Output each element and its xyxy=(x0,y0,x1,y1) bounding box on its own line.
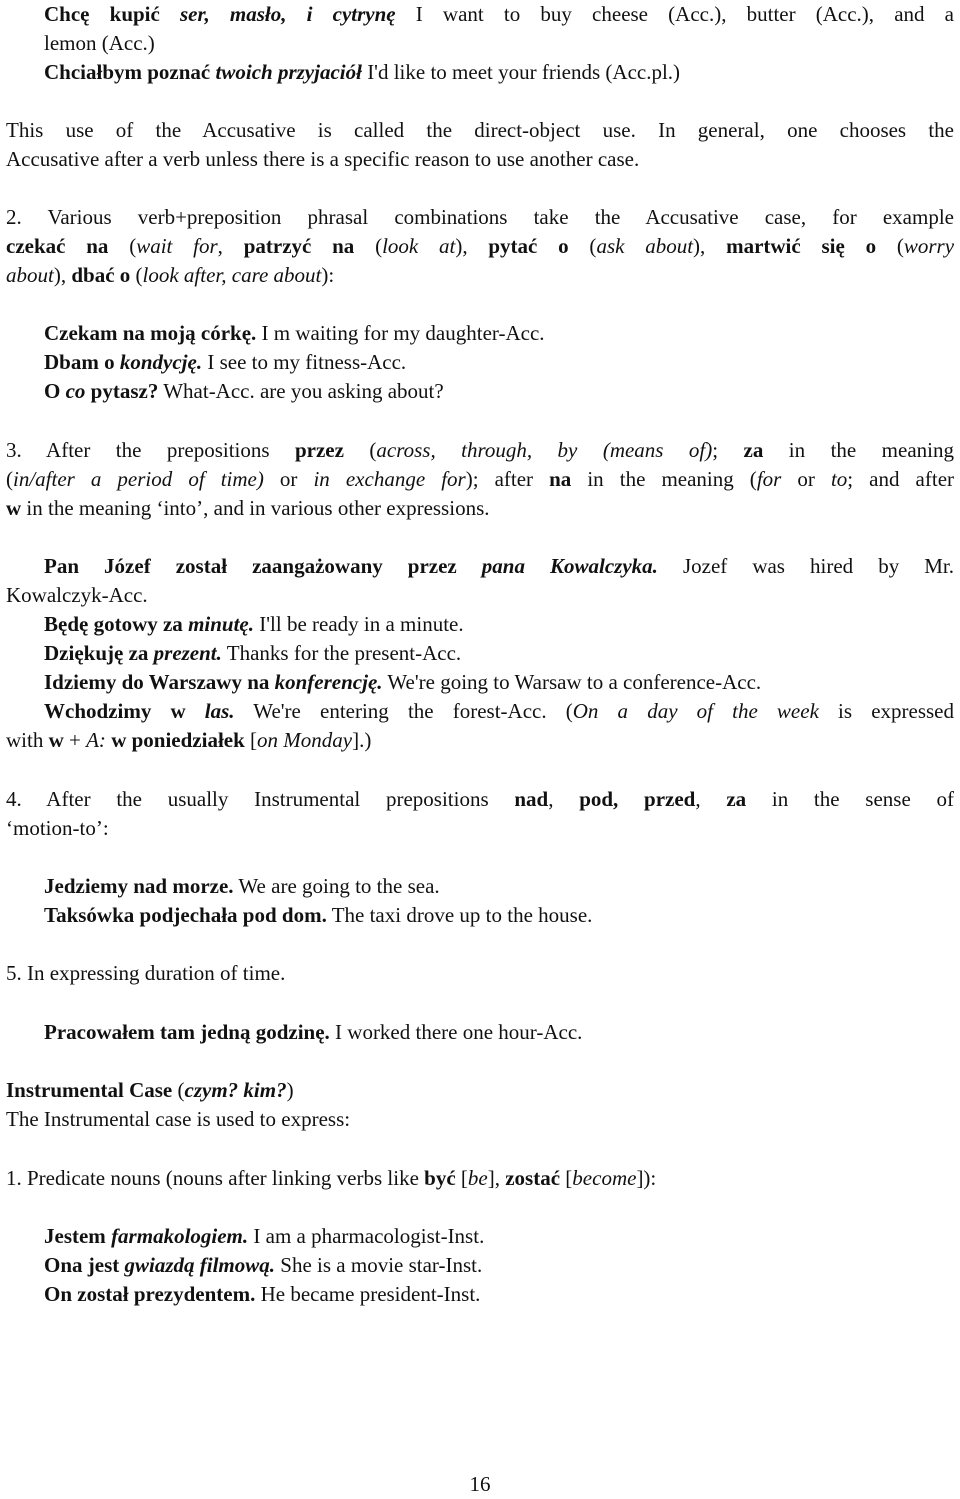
text-segment: Jedziemy nad morze. xyxy=(44,874,234,898)
text-segment: 5. In expressing duration of time. xyxy=(6,961,286,985)
text-segment: [ xyxy=(455,1166,468,1190)
text-segment: on Monday xyxy=(257,728,353,752)
text-segment: gwiazdą filmową. xyxy=(124,1253,276,1277)
text-segment: Pracowałem tam jedną godzinę. xyxy=(44,1020,330,1044)
text-segment: Taksówka podjechała pod dom. xyxy=(44,903,327,927)
text-segment: ( xyxy=(6,467,13,491)
text-segment: The taxi drove up to the house. xyxy=(326,903,593,927)
example-line xyxy=(44,668,954,697)
text-segment: Pan Józef został zaangażowany przez xyxy=(44,554,482,578)
text-segment: pod, przed xyxy=(579,787,696,811)
text-segment: na xyxy=(549,467,572,491)
text-segment: Jestem xyxy=(44,1224,112,1248)
text-segment: Dziękuję za xyxy=(44,641,154,665)
paragraph-line xyxy=(6,959,954,988)
text-segment: przez xyxy=(294,438,344,462)
text-segment: ], xyxy=(487,1166,506,1190)
example-line xyxy=(44,377,954,406)
text-segment: Wchodzimy w xyxy=(44,699,205,723)
text-segment: ); after xyxy=(465,467,550,491)
text-segment: Dbam o xyxy=(44,350,120,374)
paragraph-line xyxy=(6,145,954,174)
example-line xyxy=(44,348,954,377)
text-segment: across, through, by (means of) xyxy=(376,438,713,462)
text-segment: w poniedziałek xyxy=(105,728,245,752)
paragraph-line xyxy=(6,494,954,523)
text-segment: konferencję. xyxy=(274,670,383,694)
text-segment: or xyxy=(263,467,314,491)
text-segment: look after, care about xyxy=(142,263,322,287)
text-segment: ; and after xyxy=(847,467,955,491)
text-segment: w xyxy=(6,496,22,520)
text-segment: kondycję. xyxy=(119,350,203,374)
text-segment: 4. After the usually Instrumental prepositions xyxy=(6,787,515,811)
text-segment: dbać o xyxy=(71,263,131,287)
text-segment: Ona jest xyxy=(44,1253,125,1277)
text-segment: ( xyxy=(354,234,383,258)
example-line xyxy=(44,319,954,348)
text-segment: zostać xyxy=(505,1166,561,1190)
text-segment: być xyxy=(424,1166,456,1190)
text-segment: Thanks for the present-Acc. xyxy=(221,641,462,665)
text-segment: Jozef was hired by Mr. xyxy=(657,554,955,578)
paragraph-line xyxy=(6,116,954,145)
text-segment: Chciałbym poznać xyxy=(44,60,216,84)
text-segment: We're going to Warsaw to a conference-Acc. xyxy=(382,670,762,694)
text-segment: w xyxy=(48,728,64,752)
text-segment: prezent. xyxy=(153,641,222,665)
text-segment: ]): xyxy=(636,1166,657,1190)
text-segment: ), xyxy=(693,234,727,258)
text-segment: [ xyxy=(244,728,258,752)
text-segment: in exchange for xyxy=(313,467,466,491)
text-segment: The Instrumental case is used to express: xyxy=(6,1107,351,1131)
text-segment: czekać na xyxy=(6,234,109,258)
text-segment: Idziemy do Warszawy na xyxy=(44,670,275,694)
text-segment: + xyxy=(63,728,87,752)
text-segment: [ xyxy=(560,1166,573,1190)
example-line xyxy=(44,610,954,639)
text-segment: with xyxy=(6,728,49,752)
text-segment: , xyxy=(695,787,727,811)
text-segment: 3. After the prepositions xyxy=(6,438,295,462)
text-segment: become xyxy=(572,1166,637,1190)
example-line xyxy=(44,639,954,668)
text-segment: ( xyxy=(108,234,137,258)
text-segment: On został prezydentem. xyxy=(44,1282,256,1306)
text-segment: ) xyxy=(286,1078,294,1102)
text-segment: las. xyxy=(204,699,235,723)
text-segment: What-Acc. are you asking about? xyxy=(158,379,444,403)
text-segment: , xyxy=(548,787,580,811)
text-segment: ; xyxy=(712,438,744,462)
example-line xyxy=(44,58,954,87)
text-segment: ( xyxy=(568,234,597,258)
example-line xyxy=(6,726,954,755)
paragraph-line xyxy=(6,785,954,814)
paragraph-line xyxy=(6,814,954,843)
paragraph-line xyxy=(6,232,954,261)
text-segment: I want to buy cheese (Acc.), butter (Acc.), and a xyxy=(395,2,954,26)
text-segment: We are going to the sea. xyxy=(233,874,440,898)
example-line xyxy=(44,0,954,29)
text-segment: I worked there one hour-Acc. xyxy=(329,1020,583,1044)
text-segment: pytasz? xyxy=(85,379,159,403)
example-line xyxy=(44,1251,954,1280)
text-segment: wait for xyxy=(136,234,218,258)
text-segment: be xyxy=(467,1166,488,1190)
text-segment: I'd like to meet your friends (Acc.pl.) xyxy=(361,60,681,84)
example-line xyxy=(44,1222,954,1251)
text-segment: ), xyxy=(455,234,489,258)
text-segment: Accusative after a verb unless there is a specific reason to use another case. xyxy=(6,147,640,171)
text-segment: A: xyxy=(86,728,106,752)
text-segment: martwić się o xyxy=(726,234,877,258)
text-segment: On a day of the week xyxy=(572,699,819,723)
text-segment: look at xyxy=(382,234,456,258)
text-segment: Instrumental Case xyxy=(6,1078,173,1102)
text-segment: ask about xyxy=(596,234,694,258)
text-segment: za xyxy=(726,787,747,811)
text-segment: in the meaning ( xyxy=(571,467,757,491)
paragraph-line xyxy=(6,203,954,232)
text-segment: 2. Various verb+preposition phrasal combinations take the Accusative case, for example xyxy=(6,205,954,229)
example-line xyxy=(6,581,954,610)
text-segment: Czekam na moją córkę. xyxy=(44,321,257,345)
text-segment: ( xyxy=(130,263,143,287)
text-segment: ( xyxy=(343,438,377,462)
text-segment: ): xyxy=(321,263,335,287)
text-segment: I see to my fitness-Acc. xyxy=(202,350,407,374)
paragraph-line xyxy=(6,1164,954,1193)
section-heading xyxy=(6,1076,954,1105)
paragraph-line xyxy=(6,1105,954,1134)
text-segment: about xyxy=(6,263,54,287)
text-segment: I m waiting for my daughter-Acc. xyxy=(256,321,545,345)
example-line xyxy=(44,29,954,58)
text-segment: co xyxy=(65,379,86,403)
text-segment: ‘motion-to’: xyxy=(6,816,109,840)
example-line xyxy=(44,552,954,581)
text-segment: pytać o xyxy=(488,234,569,258)
text-segment: We're entering the forest-Acc. ( xyxy=(234,699,573,723)
paragraph-line xyxy=(6,261,954,290)
text-segment: for xyxy=(756,467,782,491)
text-segment: in/after a period of time) xyxy=(13,467,264,491)
text-segment: czym? kim? xyxy=(184,1078,287,1102)
text-segment: worry xyxy=(903,234,955,258)
page-number: 16 xyxy=(469,1472,491,1496)
text-segment: Chcę kupić xyxy=(44,2,180,26)
text-segment: ser, masło, i cytrynę xyxy=(180,2,396,26)
text-segment: O xyxy=(44,379,66,403)
text-segment: in the meaning xyxy=(763,438,954,462)
text-segment: He became president-Inst. xyxy=(255,1282,481,1306)
paragraph-line xyxy=(6,436,954,465)
text-segment: minutę. xyxy=(188,612,254,636)
text-segment: This use of the Accusative is called the direct-object use. In general, one chooses the xyxy=(6,118,954,142)
text-segment: I am a pharmacologist-Inst. xyxy=(248,1224,485,1248)
text-segment: ( xyxy=(172,1078,185,1102)
example-line xyxy=(44,1280,954,1309)
text-segment: Kowalczyk-Acc. xyxy=(6,583,148,607)
text-segment: I'll be ready in a minute. xyxy=(254,612,464,636)
text-segment: patrzyć na xyxy=(243,234,355,258)
example-line xyxy=(44,697,954,726)
text-segment: ].) xyxy=(352,728,372,752)
text-segment: in the meaning ‘into’, and in various other expressions. xyxy=(21,496,490,520)
text-segment: , xyxy=(217,234,244,258)
paragraph-line xyxy=(6,465,954,494)
example-line xyxy=(44,1018,954,1047)
text-segment: pana Kowalczyka. xyxy=(481,554,658,578)
text-segment: lemon (Acc.) xyxy=(44,31,155,55)
text-segment: ( xyxy=(876,234,904,258)
text-segment: Będę gotowy za xyxy=(44,612,189,636)
text-segment: is expressed xyxy=(818,699,954,723)
example-line xyxy=(44,901,954,930)
text-segment: 1. Predicate nouns (nouns after linking verbs like xyxy=(6,1166,425,1190)
text-segment: in the sense of xyxy=(746,787,955,811)
example-line xyxy=(44,872,954,901)
text-segment: za xyxy=(743,438,764,462)
text-segment: or xyxy=(781,467,831,491)
text-segment: ), xyxy=(53,263,72,287)
text-segment: to xyxy=(830,467,848,491)
text-segment: nad xyxy=(514,787,549,811)
text-segment: She is a movie star-Inst. xyxy=(275,1253,483,1277)
text-segment: farmakologiem. xyxy=(111,1224,249,1248)
text-segment: twoich przyjaciół xyxy=(215,60,362,84)
